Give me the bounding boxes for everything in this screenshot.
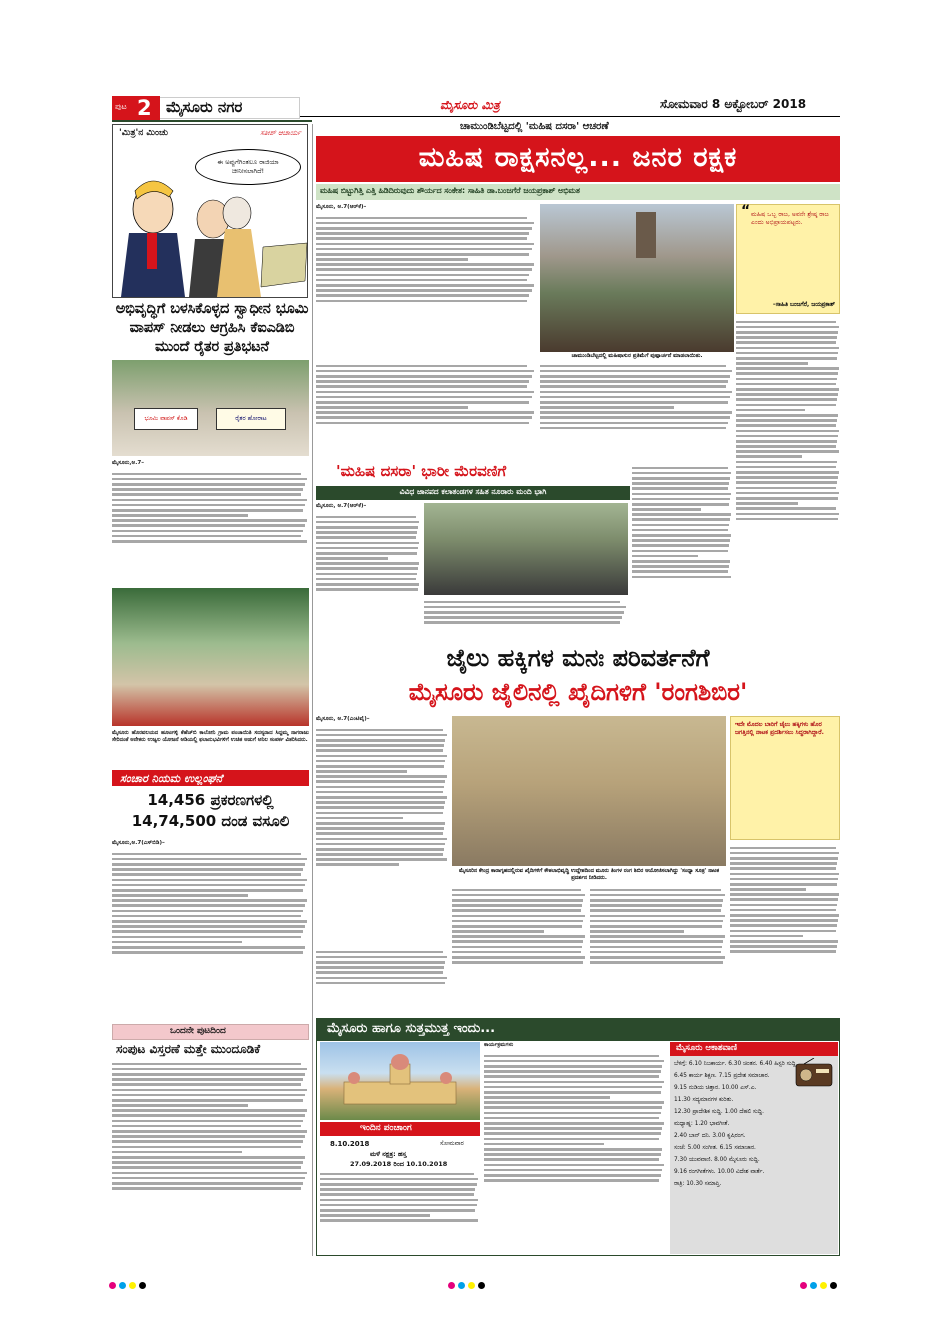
text-lines <box>484 1052 666 1184</box>
mahisha-statue <box>636 212 656 258</box>
cartoon-artist: ಸತೀಶ್ ಆಚಾರ್ಯ <box>260 129 301 137</box>
continued-headline: ಸಂಪುಟ ವಿಸ್ತರಣೆ ಮತ್ತೇ ಮುಂದೂಡಿಕೆ <box>116 1042 261 1056</box>
text-lines <box>424 598 628 627</box>
jail-headline-2: ಮೈಸೂರು ಜೈಲಿನಲ್ಲಿ ಖೈದಿಗಳಿಗೆ 'ರಂಗಶಿಬಿರ' <box>408 678 748 706</box>
text-lines <box>316 726 448 869</box>
jail-body-1 <box>316 716 448 944</box>
speech-bubble-text: ಈ ಅಪ್ಪುಗೆಗಿಂತಲೂ ರಾಜಿಯಾ ಚೀನೀಸಲಾಗಿದೆ! <box>217 158 279 175</box>
traffic-dateline: ಮೈಸೂರು,ಅ.7(ಎಸ್‌ಬಿಡಿ)– <box>112 840 165 846</box>
lead-body-lower <box>540 362 734 464</box>
radio-line: 2.40 ಬಾನ್ ದನಿ. 3.00 ಕೃಷಿರಂಗ. <box>674 1133 746 1139</box>
jail-body-5 <box>316 948 448 1010</box>
page-number-box <box>112 96 160 120</box>
lead-body-right <box>736 318 840 628</box>
radio-line: 11.30 ಸದ್ಯಮಾನಗಳ ಕುರಿತು. <box>674 1097 734 1103</box>
protest-banner-1: ಭೂಮಿ ವಾಪಸ್ ಕೊಡಿ <box>134 408 198 430</box>
text-lines <box>316 362 536 427</box>
procession-headline: 'ಮಹಿಷ ದಸರಾ' ಭಾರೀ ಮೆರವಣಿಗೆ <box>336 462 507 480</box>
column-rule <box>312 124 313 1256</box>
traffic-kicker: ಸಂಚಾರ ನಿಯಮ ಉಲ್ಲಂಘನೆ <box>120 772 223 785</box>
radio-title: ಮೈಸೂರು ಆಕಾಶವಾಣಿ <box>676 1043 737 1053</box>
text-lines <box>316 513 420 593</box>
paper-name: ಮೈಸೂರು ಮಿತ್ರ <box>440 98 500 112</box>
protest-headline: ಅಭಿವೃದ್ಧಿಗೆ ಬಳಸಿಕೊಳ್ಳದ ಸ್ವಾಧೀನ ಭೂಮಿ ವಾಪಸ್ ನೀಡಲು ಆಗ್ರಹಿಸಿ ಕೆಐಎಡಿಬಿ ಮುಂದೆ ರೈತರ ಪ್ರತಿಭಟನೆ <box>115 301 309 355</box>
procession-photo <box>424 503 628 595</box>
procession-dateline: ಮೈಸೂರು, ಅ.7(ಆರ್‌ಕೆ)– <box>316 503 367 509</box>
jail-sidebar-text: ಇದೇ ಮೊದಲ ಬಾರಿಗೆ ಜೈಲು ಹಕ್ಕಿಗಳು ಹೊರ ಜಗತ್ತಿನಲ್ಲಿ ನಾಟಕ ಪ್ರದರ್ಶಿಸಲು ಸಿದ್ಧರಾಗಿದ್ದಾರೆ. <box>735 721 824 737</box>
continued-body <box>112 1060 309 1256</box>
traffic-headline: 14,456 ಪ್ರಕರಣಗಳಲ್ಲಿ 14,74,500 ದಂಡ ವಸೂಲಿ <box>131 791 290 830</box>
text-lines <box>112 1060 309 1192</box>
jail-photo <box>452 716 726 866</box>
radio-line: ಸಂಜೆ: 5.00 ಸಂಗೀತ. 6.15 ಸಮಾಚಾರ. <box>674 1145 756 1151</box>
lead-quote: ಮಹಿಷ ಒಬ್ಬ ರಾಜ, ಅವನೇ ಶ್ರೇಷ್ಠ ರಾಜ ಎಂದು ಅಭಿಪ್ರಾಯಪಟ್ಟರು. <box>751 211 829 227</box>
procession-subhead: ವಿವಿಧ ಜಾನಪದ ಕಲಾತಂಡಗಳ ಸಹಿತ ನೂರಾರು ಮಂದಿ ಭಾಗಿ <box>399 487 547 496</box>
radio-line: 7.30 ಯುವವಾಣಿ. 8.00 ಮೈಸೂರು ಸುದ್ದಿ. <box>674 1157 760 1163</box>
today-title: ಮೈಸೂರು ಹಾಗೂ ಸುತ್ತಮುತ್ತ ಇಂದು... <box>327 1021 496 1036</box>
lead-quote-box <box>736 204 840 314</box>
lead-subhead: ಮಹಿಷ ಬಿಟ್ಟುಗಿತ್ತಿ ಎತ್ತಿ ಹಿಡಿದಿರುವುದು ಶೌರ್ಯದ ಸಂಕೇತ: ಸಾಹಿತಿ ಡಾ.ಬಂಜಗೆರೆ ಜಯಪ್ರಕಾಶ್ ಅಭಿಮತ <box>320 186 580 195</box>
lead-dateline: ಮೈಸೂರು, ಅ.7(ಆರ್‌ಕೆ)– <box>316 204 367 210</box>
protest-photo <box>112 360 309 456</box>
lpg-caption: ಮೈಸೂರು ಹೊರವಲಯದ ಹೂಟಗಳ್ಳಿ ಕೆಹೆಚ್‌ಬಿ ಕಾಲೋನಿ ಗ್ರಾಮ ಪಂಚಾಯಿತಿ ಸದಸ್ಯರಾದ ಸಿದ್ದಮ್ಮ ನಾಗರಾಜು ಸೇರಿದಂತೆ ಅನೇಕರು ಉಜ್ವಲ ಯೋಜನೆ ಅಡಿಯಲ್ಲಿ ಫಲಾನುಭವಿಗಳಿಗೆ ಉಚಿತ ಅಡುಗೆ ಅನಿಲ ಸಂಪರ್ಕ ವಿತರಿಸಿದರು. <box>112 730 309 744</box>
text-lines <box>316 214 536 305</box>
text-lines <box>736 318 840 523</box>
procession-body <box>316 503 420 635</box>
lpg-photo <box>112 588 309 726</box>
lead-headline: ಮಹಿಷ ರಾಕ್ಷಸನಲ್ಲ... ಜನರ ರಕ್ಷಕ <box>418 142 738 173</box>
page-date: ಸೋಮವಾರ 8 ಅಕ್ಟೋಬರ್ 2018 <box>660 97 807 111</box>
panchanga-body <box>320 1170 480 1254</box>
quote-mark-icon: “ <box>741 203 751 219</box>
text-lines <box>452 886 586 966</box>
page-number: 2 <box>137 96 152 120</box>
panchanga-date: 8.10.2018 <box>330 1140 370 1148</box>
panchanga-nakshatra: ಮಳೆ ನಕ್ಷತ್ರ: ಹಸ್ತ <box>370 1150 407 1158</box>
radio-line: ಮಧ್ಯಾಹ್ನ: 1.20 ಭಾವಗೀತೆ. <box>674 1121 730 1127</box>
radio-line: 6.45 ಕಾರ್ಯ ಶಿಕ್ಷಣ. 7.15 ಪ್ರದೇಶ ಸಮಾಚಾರ. <box>674 1073 770 1079</box>
jail-photo-caption: ಮೈಸೂರಿನ ಕೇಂದ್ರ ಕಾರಾಗೃಹದಲ್ಲಿರುವ ಖೈದಿಗಳಿಗೆ ಕೌಶಲಾಭಿವೃದ್ಧಿ ಉದ್ದೇಶದಿಂದ ಮೂರು ತಿಂಗಳ ರಂಗ ಶಿಬಿರ ಆಯೋಜಿಸಲಾಗಿದ್ದು 'ಸಂಧ್ಯಾ ಸೂತ್ರ' ನಾಟಕ ಪ್ರದರ್ಶನ ನೀಡಿದರು. <box>458 868 720 882</box>
text-lines <box>316 948 448 987</box>
cartoon-box <box>112 124 308 298</box>
text-lines <box>540 362 734 432</box>
radio-schedule <box>674 1060 798 1192</box>
traffic-body <box>112 840 309 1008</box>
jail-dateline: ಮೈಸೂರು, ಅ.7(ಎಂಟಿವೈ)– <box>316 716 370 722</box>
radio-line: 9.15 ನುಡಿಯ ಚಿತ್ತಾರ. 10.00 ಎಸ್.ಎ. <box>674 1085 757 1091</box>
lead-body-col3 <box>632 464 732 638</box>
lead-kicker: ಚಾಮುಂಡಿಬೆಟ್ಟದಲ್ಲಿ 'ಮಹಿಷ ದಸರಾ' ಆಚರಣೆ <box>460 121 609 132</box>
lead-quote-author: –ಸಾಹಿತಿ ಬಂಜಗೆರೆ, ಜಯಪ್ರಕಾಶ್ <box>772 302 835 308</box>
jail-body-2 <box>452 886 586 1010</box>
jail-headline-1: ಜೈಲು ಹಕ್ಕಿಗಳ ಮನಃ ಪರಿವರ್ತನೆಗೆ <box>446 644 710 672</box>
procession-body-2 <box>424 598 628 638</box>
protest-body <box>112 460 309 583</box>
protest-banner-2: ರೈತರ ಹೋರಾಟ <box>216 408 286 430</box>
cartoon-column-title: 'ಮಿತ್ರ'ನ ಮಿಂಚು <box>119 128 169 138</box>
radio-line: ರಾತ್ರಿ: 10.30 ಸಮಾಪ್ತಿ. <box>674 1181 722 1187</box>
radio-icon <box>794 1058 834 1088</box>
lead-photo <box>540 204 734 352</box>
masthead-rule <box>300 116 840 117</box>
section-title: ಮೈಸೂರು ನಗರ <box>166 98 243 116</box>
radio-line: 12.30 ಪ್ರಾದೇಶಿಕ ಸುದ್ದಿ. 1.00 ದೆಹಲಿ ಸುದ್ದಿ. <box>674 1109 764 1115</box>
lead-body-left-lower <box>316 362 536 462</box>
radio-line: 9.16 ರಂಗಗೀತೆಗಳು. 10.00 ವಿದೇಶ ವಾರ್ತೆ. <box>674 1169 765 1175</box>
page-label: ಪುಟ <box>115 102 127 111</box>
lead-body <box>316 204 536 352</box>
jail-body-4 <box>730 844 840 1010</box>
panchanga-nakshatra-dates: 27.09.2018 ರಿಂದ 10.10.2018 <box>350 1160 448 1168</box>
events-heading: ಕಾರ್ಯಕ್ರಮಗಳು <box>484 1042 514 1048</box>
lead-photo-caption: ಚಾಮುಂಡಿಬೆಟ್ಟದಲ್ಲಿ ಮಹಿಷಾಸುರ ಪ್ರತಿಮೆಗೆ ಪುಷ್ಪಾರ್ಚನೆ ಮಾಡಲಾಯಿತು. <box>571 353 703 359</box>
jail-body-3 <box>590 886 726 1010</box>
palace-illustration <box>320 1042 480 1120</box>
palace-photo <box>320 1042 480 1120</box>
text-lines <box>590 886 726 966</box>
text-lines <box>730 844 840 956</box>
jail-sidebar-box <box>730 716 840 840</box>
panchanga-title: ಇಂದಿನ ಪಂಚಾಂಗ <box>360 1123 412 1133</box>
radio-box <box>670 1042 838 1254</box>
panchanga-day: ಸೋಮವಾರ <box>440 1140 464 1147</box>
radio-line: ಬೆಳಿಗ್ಗೆ: 6.10 ನಿಜಕಾರ್ಯ. 6.30 ಚಿಂತನ. 6.40 ಹಿಸ್ಟರಿ ಸುದ್ದಿ. <box>674 1061 798 1067</box>
continued-label: ಒಂದನೇ ಪುಟದಿಂದ <box>170 1026 226 1036</box>
protest-dateline: ಮೈಸೂರು,ಅ.7– <box>112 460 145 466</box>
text-lines <box>112 850 309 956</box>
events-body <box>484 1042 666 1254</box>
cartoon-illustration <box>113 147 309 297</box>
text-lines <box>320 1170 480 1224</box>
text-lines <box>112 470 309 545</box>
text-lines <box>632 464 732 581</box>
section-title-underline <box>112 120 312 122</box>
